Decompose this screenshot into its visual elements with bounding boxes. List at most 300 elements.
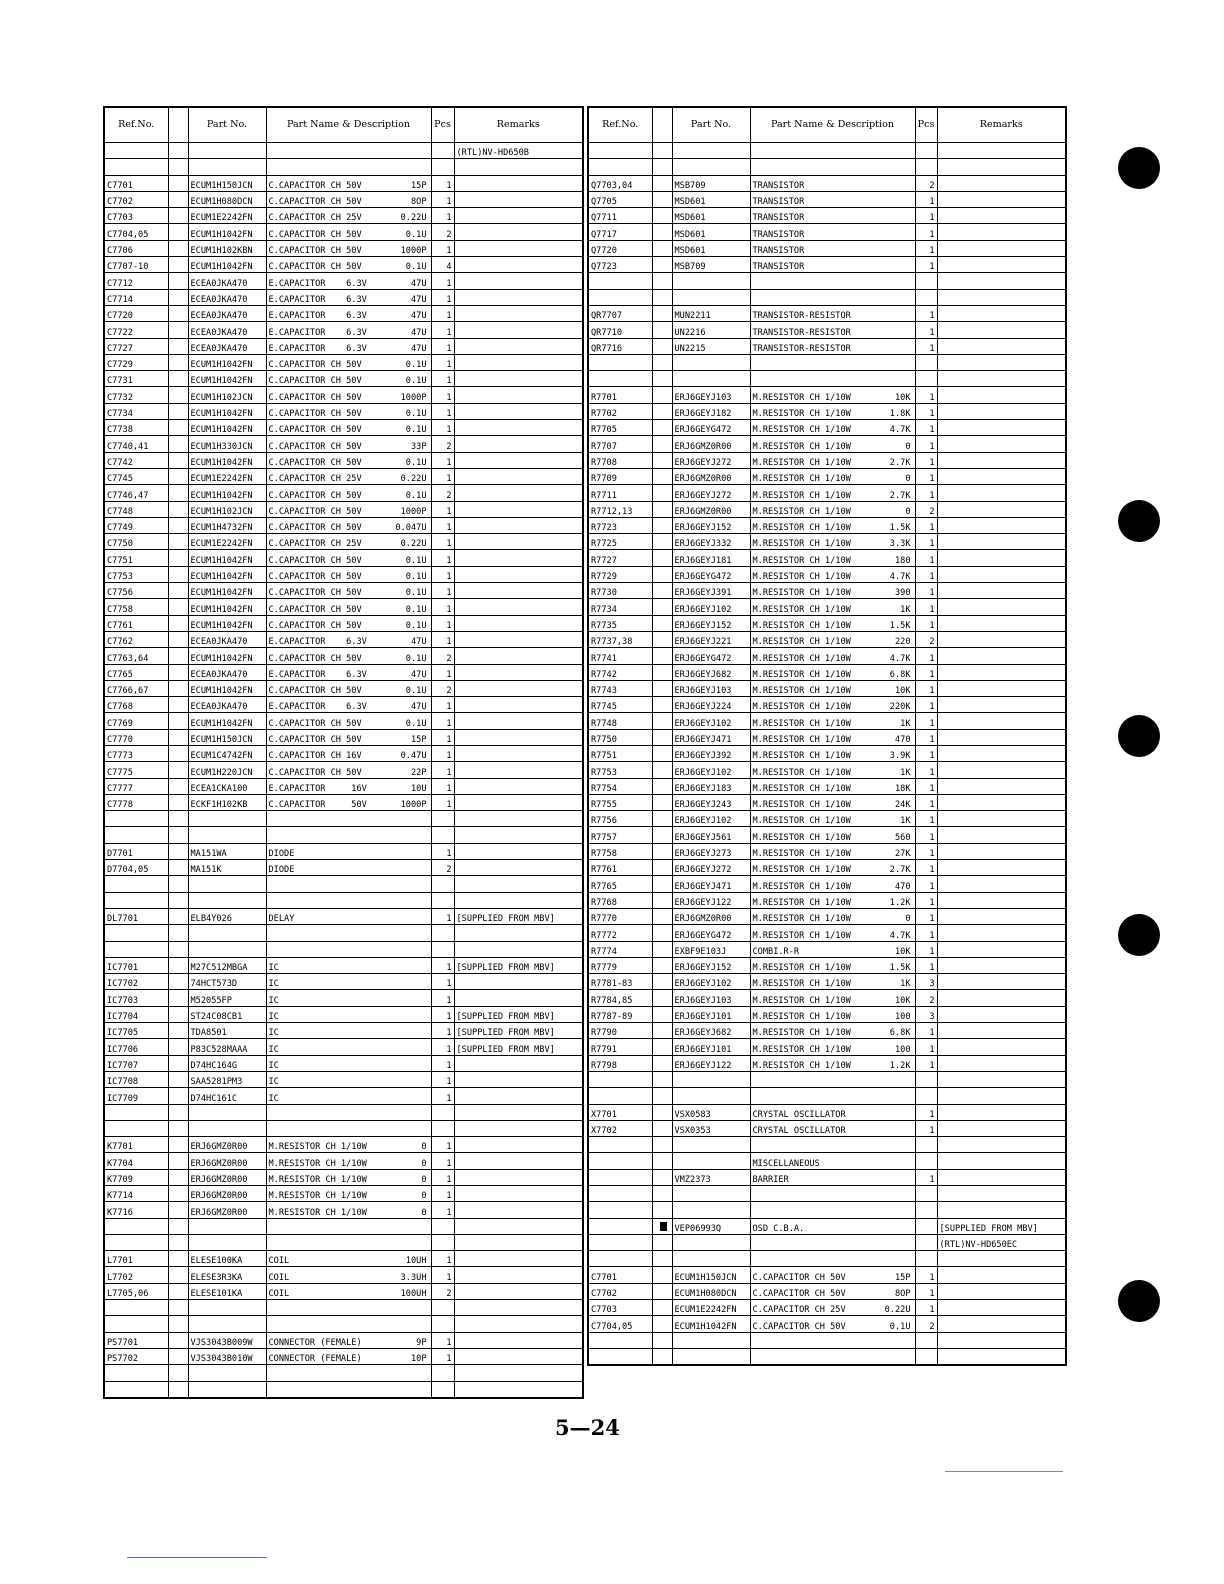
table-row [588, 1267, 1066, 1283]
description-cell [266, 1137, 431, 1153]
description-text: M.RESISTOR CH 1/10W [752, 881, 851, 892]
part-number-cell [672, 1186, 750, 1202]
pcs-cell [431, 143, 454, 159]
description-cell [750, 1023, 915, 1039]
description-cell [266, 827, 431, 843]
table-row [588, 762, 1066, 778]
table-row [104, 729, 583, 745]
value-text: 0.1U [405, 588, 427, 599]
description-cell [266, 338, 431, 354]
spacer-cell [652, 387, 672, 403]
left-parts-table [103, 106, 584, 1399]
description-cell [750, 697, 915, 713]
pcs-cell: 1 [431, 1071, 454, 1087]
ref-cell [104, 1234, 168, 1250]
description-cell [266, 1202, 431, 1218]
part-number-cell: ELESE100KA [188, 1251, 266, 1267]
part-number-cell: ERJ6GEYJ122 [672, 1055, 750, 1071]
ref-cell: PS7702 [104, 1348, 168, 1364]
table-row [104, 680, 583, 696]
header-desc: Part Name & Description [750, 107, 915, 143]
part-number-cell: P83C528MAAA [188, 1039, 266, 1055]
description-text: C.CAPACITOR CH 50V [752, 1272, 846, 1283]
table-row [588, 827, 1066, 843]
table-row [588, 1137, 1066, 1153]
description-cell [750, 322, 915, 338]
remarks-cell [937, 631, 1066, 647]
part-number-cell: MSD601 [672, 224, 750, 240]
table-row [104, 175, 583, 191]
description-cell [266, 957, 431, 973]
description-text: IC [268, 1012, 279, 1023]
description-cell [266, 191, 431, 207]
spacer-cell [168, 191, 188, 207]
table-row [588, 289, 1066, 305]
spacer-cell [168, 892, 188, 908]
part-number-cell: ERJ6GEYG472 [672, 925, 750, 941]
spacer-cell [168, 1381, 188, 1398]
pcs-cell: 2 [915, 175, 937, 191]
ref-cell: QR7710 [588, 322, 652, 338]
ref-cell: C7753 [104, 566, 168, 582]
value-text: 1000P [400, 392, 427, 403]
remarks-cell [937, 1088, 1066, 1104]
divider-line [127, 1557, 267, 1558]
description-text: M.RESISTOR CH 1/10W [268, 1207, 367, 1218]
value-text: 4.7K [889, 930, 911, 941]
description-text: E.CAPACITOR 6.3V [268, 669, 367, 680]
description-cell [266, 794, 431, 810]
table-row [104, 664, 583, 680]
table-row [104, 713, 583, 729]
remarks-cell [937, 371, 1066, 387]
pcs-cell: 1 [915, 1267, 937, 1283]
table-row [104, 1348, 583, 1364]
spacer-cell [652, 191, 672, 207]
description-cell [266, 403, 431, 419]
pcs-cell: 1 [915, 843, 937, 859]
pcs-cell [915, 1234, 937, 1250]
part-number-cell [672, 1137, 750, 1153]
ref-cell: QR7716 [588, 338, 652, 354]
value-text: 8OP [410, 197, 427, 208]
description-cell [266, 1381, 431, 1398]
pcs-cell: 1 [431, 273, 454, 289]
table-row [588, 371, 1066, 387]
ref-cell: R7772 [588, 925, 652, 941]
part-number-cell: ECEA0JKA470 [188, 338, 266, 354]
spacer-cell [652, 501, 672, 517]
value-text: 2.7K [889, 457, 911, 468]
description-cell [750, 713, 915, 729]
spacer-cell [652, 322, 672, 338]
pcs-cell: 1 [431, 1023, 454, 1039]
value-text: 0.1U [405, 229, 427, 240]
description-text: C.CAPACITOR CH 16V [268, 751, 362, 762]
pcs-cell: 1 [431, 1348, 454, 1364]
description-cell [750, 664, 915, 680]
table-row [104, 974, 583, 990]
value-text: 8OP [894, 1289, 911, 1300]
table-row [588, 925, 1066, 941]
ref-cell: IC7705 [104, 1023, 168, 1039]
ref-cell: R7730 [588, 583, 652, 599]
description-text: M.RESISTOR CH 1/10W [268, 1158, 367, 1169]
pcs-cell: 2 [915, 501, 937, 517]
ref-cell: R7741 [588, 648, 652, 664]
value-text: 1000P [400, 506, 427, 517]
part-number-cell [672, 143, 750, 159]
table-row [588, 305, 1066, 321]
spacer-cell [652, 1202, 672, 1218]
table-row [104, 387, 583, 403]
table-row [104, 403, 583, 419]
ref-cell: K7701 [104, 1137, 168, 1153]
spacer-cell [652, 420, 672, 436]
description-text: C.CAPACITOR CH 50V [268, 555, 362, 566]
value-text: 6.8K [889, 669, 911, 680]
remarks-cell [454, 1055, 583, 1071]
ref-cell [104, 1365, 168, 1381]
part-number-cell: ECUM1H220JCN [188, 762, 266, 778]
pcs-cell: 1 [915, 811, 937, 827]
table-row [104, 1316, 583, 1332]
spacer-cell [168, 143, 188, 159]
ref-cell [104, 876, 168, 892]
pcs-cell: 1 [915, 794, 937, 810]
pcs-cell [915, 1088, 937, 1104]
spacer-cell [652, 1039, 672, 1055]
description-text: C.CAPACITOR CH 25V [268, 474, 362, 485]
spacer-cell [168, 1202, 188, 1218]
value-text: 0 [421, 1158, 427, 1169]
part-number-cell [672, 1071, 750, 1087]
table-row [588, 1332, 1066, 1348]
description-cell [750, 517, 915, 533]
part-number-cell: ECUM1H1042FN [188, 354, 266, 370]
ref-cell: R7758 [588, 843, 652, 859]
remarks-cell [454, 485, 583, 501]
spacer-cell [168, 224, 188, 240]
description-text: M.RESISTOR CH 1/10W [752, 783, 851, 794]
table-row [588, 941, 1066, 957]
spacer-cell [168, 403, 188, 419]
description-cell [750, 1283, 915, 1299]
spacer-cell [652, 1055, 672, 1071]
remarks-cell [454, 566, 583, 582]
description-text: M.RESISTOR CH 1/10W [752, 995, 851, 1006]
description-cell [266, 729, 431, 745]
spacer-cell [652, 583, 672, 599]
spacer-cell [168, 257, 188, 273]
table-row [588, 1283, 1066, 1299]
remarks-cell [454, 762, 583, 778]
spacer-cell [168, 925, 188, 941]
part-number-cell: ECUM1H1042FN [188, 224, 266, 240]
description-cell [266, 974, 431, 990]
pcs-cell: 1 [431, 745, 454, 761]
table-row [104, 892, 583, 908]
description-cell [750, 892, 915, 908]
pcs-cell: 1 [915, 615, 937, 631]
description-text: IC [268, 1044, 279, 1055]
spacer-cell [652, 1332, 672, 1348]
value-text: 47U [410, 669, 427, 680]
part-number-cell: ECUM1H1042FN [188, 550, 266, 566]
pcs-cell: 1 [915, 778, 937, 794]
table-row [104, 224, 583, 240]
part-number-cell: 74HCT573D [188, 974, 266, 990]
ref-cell: C7746,47 [104, 485, 168, 501]
ref-cell: R7725 [588, 534, 652, 550]
description-text: C.CAPACITOR CH 50V [268, 572, 362, 583]
remarks-cell [454, 1283, 583, 1299]
description-cell [266, 1267, 431, 1283]
ref-cell [104, 827, 168, 843]
pcs-cell: 1 [431, 843, 454, 859]
spacer-cell [168, 1251, 188, 1267]
value-text: 10K [894, 686, 911, 697]
spacer-cell [168, 1234, 188, 1250]
part-number-cell: ECUM1H150JCN [672, 1267, 750, 1283]
ref-cell: IC7707 [104, 1055, 168, 1071]
ref-cell: C7765 [104, 664, 168, 680]
description-cell [266, 925, 431, 941]
table-row [104, 1055, 583, 1071]
value-text: 47U [410, 278, 427, 289]
part-number-cell: ECUM1H080DCN [672, 1283, 750, 1299]
pcs-cell: 2 [431, 224, 454, 240]
description-text: M.RESISTOR CH 1/10W [268, 1175, 367, 1185]
table-row [588, 794, 1066, 810]
part-number-cell: MSB709 [672, 257, 750, 273]
remarks-cell [454, 305, 583, 321]
spacer-cell [168, 387, 188, 403]
remarks-cell [937, 680, 1066, 696]
header-ref: Ref.No. [104, 107, 168, 143]
pcs-cell: 1 [431, 208, 454, 224]
part-number-cell: ECUM1C4742FN [188, 745, 266, 761]
pcs-cell [915, 273, 937, 289]
spacer-cell [168, 159, 188, 175]
value-text: 33P [410, 441, 427, 452]
remarks-cell [937, 534, 1066, 550]
remarks-cell [454, 892, 583, 908]
remarks-cell [937, 892, 1066, 908]
remarks-cell [937, 1332, 1066, 1348]
remarks-cell [454, 615, 583, 631]
description-cell [266, 697, 431, 713]
spacer-cell [652, 794, 672, 810]
remarks-cell [937, 1023, 1066, 1039]
ref-cell [588, 1251, 652, 1267]
table-row [588, 517, 1066, 533]
remarks-cell [454, 827, 583, 843]
remarks-cell [454, 1381, 583, 1398]
description-text: IC [268, 1028, 279, 1039]
value-text: 2.7K [889, 490, 911, 501]
value-text: 15P [894, 1272, 911, 1283]
pcs-cell: 1 [431, 305, 454, 321]
description-text: M.RESISTOR CH 1/10W [752, 506, 851, 517]
remarks-cell [454, 974, 583, 990]
header-row [588, 107, 1066, 143]
remarks-cell [937, 908, 1066, 924]
pcs-cell: 1 [431, 957, 454, 973]
spacer-cell [168, 240, 188, 256]
remarks-cell [937, 1137, 1066, 1153]
ref-cell: C7738 [104, 420, 168, 436]
spacer-cell [652, 208, 672, 224]
remarks-cell [937, 143, 1066, 159]
description-cell [750, 273, 915, 289]
remarks-cell [937, 1251, 1066, 1267]
table-row [588, 957, 1066, 973]
header-remarks: Remarks [454, 107, 583, 143]
part-number-cell [188, 1316, 266, 1332]
table-row [104, 1300, 583, 1316]
value-text: 47U [410, 294, 427, 305]
description-text: C.CAPACITOR CH 50V [268, 523, 362, 534]
description-text: DIODE [268, 865, 295, 876]
remarks-cell [454, 925, 583, 941]
remarks-cell [937, 1202, 1066, 1218]
ref-cell: C7768 [104, 697, 168, 713]
pcs-cell: 1 [915, 745, 937, 761]
spacer-cell [168, 680, 188, 696]
pcs-cell [431, 1218, 454, 1234]
remarks-cell [454, 452, 583, 468]
value-text: 0 [905, 506, 911, 517]
table-row [104, 452, 583, 468]
table-row [588, 159, 1066, 175]
description-text: CRYSTAL OSCILLATOR [752, 1126, 846, 1137]
description-cell [750, 1153, 915, 1169]
description-text: E.CAPACITOR 6.3V [268, 327, 367, 338]
description-cell [750, 452, 915, 468]
description-cell [750, 876, 915, 892]
table-row [588, 175, 1066, 191]
pcs-cell: 1 [431, 1251, 454, 1267]
part-number-cell: EXBF9E103J [672, 941, 750, 957]
part-number-cell: ECUM1H1042FN [188, 583, 266, 599]
description-cell [750, 208, 915, 224]
ref-cell: C7750 [104, 534, 168, 550]
pcs-cell: 1 [915, 566, 937, 582]
description-cell [266, 143, 431, 159]
table-row [104, 957, 583, 973]
pcs-cell [431, 827, 454, 843]
ref-cell: R7709 [588, 468, 652, 484]
pcs-cell: 1 [431, 289, 454, 305]
pcs-cell: 1 [915, 338, 937, 354]
table-row [588, 664, 1066, 680]
part-number-cell: ECEA0JKA470 [188, 273, 266, 289]
description-cell [266, 1365, 431, 1381]
spacer-cell [168, 550, 188, 566]
ref-cell: R7711 [588, 485, 652, 501]
description-cell [266, 289, 431, 305]
description-text: M.RESISTOR CH 1/10W [268, 1142, 367, 1153]
part-number-cell: ERJ6GEYJ183 [672, 778, 750, 794]
table-row [588, 191, 1066, 207]
pcs-cell [915, 143, 937, 159]
pcs-cell: 1 [431, 322, 454, 338]
remarks-cell: [SUPPLIED FROM MBV] [454, 908, 583, 924]
table-row [104, 159, 583, 175]
value-text: 0.1U [405, 653, 427, 664]
part-number-cell [188, 827, 266, 843]
description-text: E.CAPACITOR 6.3V [268, 278, 367, 289]
spacer-cell [168, 338, 188, 354]
description-cell [266, 1218, 431, 1234]
part-number-cell: ERJ6GEYJ102 [672, 599, 750, 615]
spacer-cell [168, 1071, 188, 1087]
description-cell [750, 615, 915, 631]
remarks-cell [454, 860, 583, 876]
description-cell [266, 224, 431, 240]
description-cell [266, 1023, 431, 1039]
remarks-cell [937, 713, 1066, 729]
remarks-cell [937, 224, 1066, 240]
spacer-cell [168, 811, 188, 827]
page-number: 5—24 [555, 1415, 620, 1440]
binder-hole-dot [1118, 914, 1160, 956]
description-text: C.CAPACITOR CH 50V [752, 1321, 846, 1332]
description-text: TRANSISTOR [752, 213, 805, 224]
spacer-cell [168, 778, 188, 794]
ref-cell: Q7723 [588, 257, 652, 273]
description-text: M.RESISTOR CH 1/10W [752, 865, 851, 876]
description-text: M.RESISTOR CH 1/10W [752, 425, 851, 436]
header-pcs: Pcs [431, 107, 454, 143]
description-text: M.RESISTOR CH 1/10W [752, 457, 851, 468]
spacer-cell [168, 1088, 188, 1104]
remarks-cell [454, 338, 583, 354]
description-cell [266, 1234, 431, 1250]
description-text: E.CAPACITOR 6.3V [268, 294, 367, 305]
part-number-cell: M52055FP [188, 990, 266, 1006]
spacer-cell [652, 1153, 672, 1169]
spacer-cell [652, 468, 672, 484]
part-number-cell: ERJ6GEYJ332 [672, 534, 750, 550]
remarks-cell [937, 1055, 1066, 1071]
table-row [588, 713, 1066, 729]
value-text: 0.47U [400, 751, 427, 762]
pcs-cell: 1 [915, 420, 937, 436]
description-cell [750, 191, 915, 207]
remarks-cell [937, 517, 1066, 533]
description-text: C.CAPACITOR CH 50V [268, 197, 362, 208]
ref-cell: K7704 [104, 1153, 168, 1169]
value-text: 0.1U [405, 425, 427, 436]
ref-cell: R7729 [588, 566, 652, 582]
header-pcs: Pcs [915, 107, 937, 143]
value-text: 1K [900, 604, 911, 615]
pcs-cell: 1 [431, 1006, 454, 1022]
remarks-cell [937, 1186, 1066, 1202]
spacer-cell [652, 1006, 672, 1022]
part-number-cell [672, 371, 750, 387]
part-number-cell: ERJ6GEYJ122 [672, 892, 750, 908]
remarks-cell [937, 1120, 1066, 1136]
value-text: 2.7K [889, 865, 911, 876]
value-text: 1.5K [889, 523, 911, 534]
pcs-cell: 1 [431, 762, 454, 778]
part-number-cell: ECUM1H080DCN [188, 191, 266, 207]
spacer-cell [168, 1267, 188, 1283]
spacer-cell [652, 1267, 672, 1283]
